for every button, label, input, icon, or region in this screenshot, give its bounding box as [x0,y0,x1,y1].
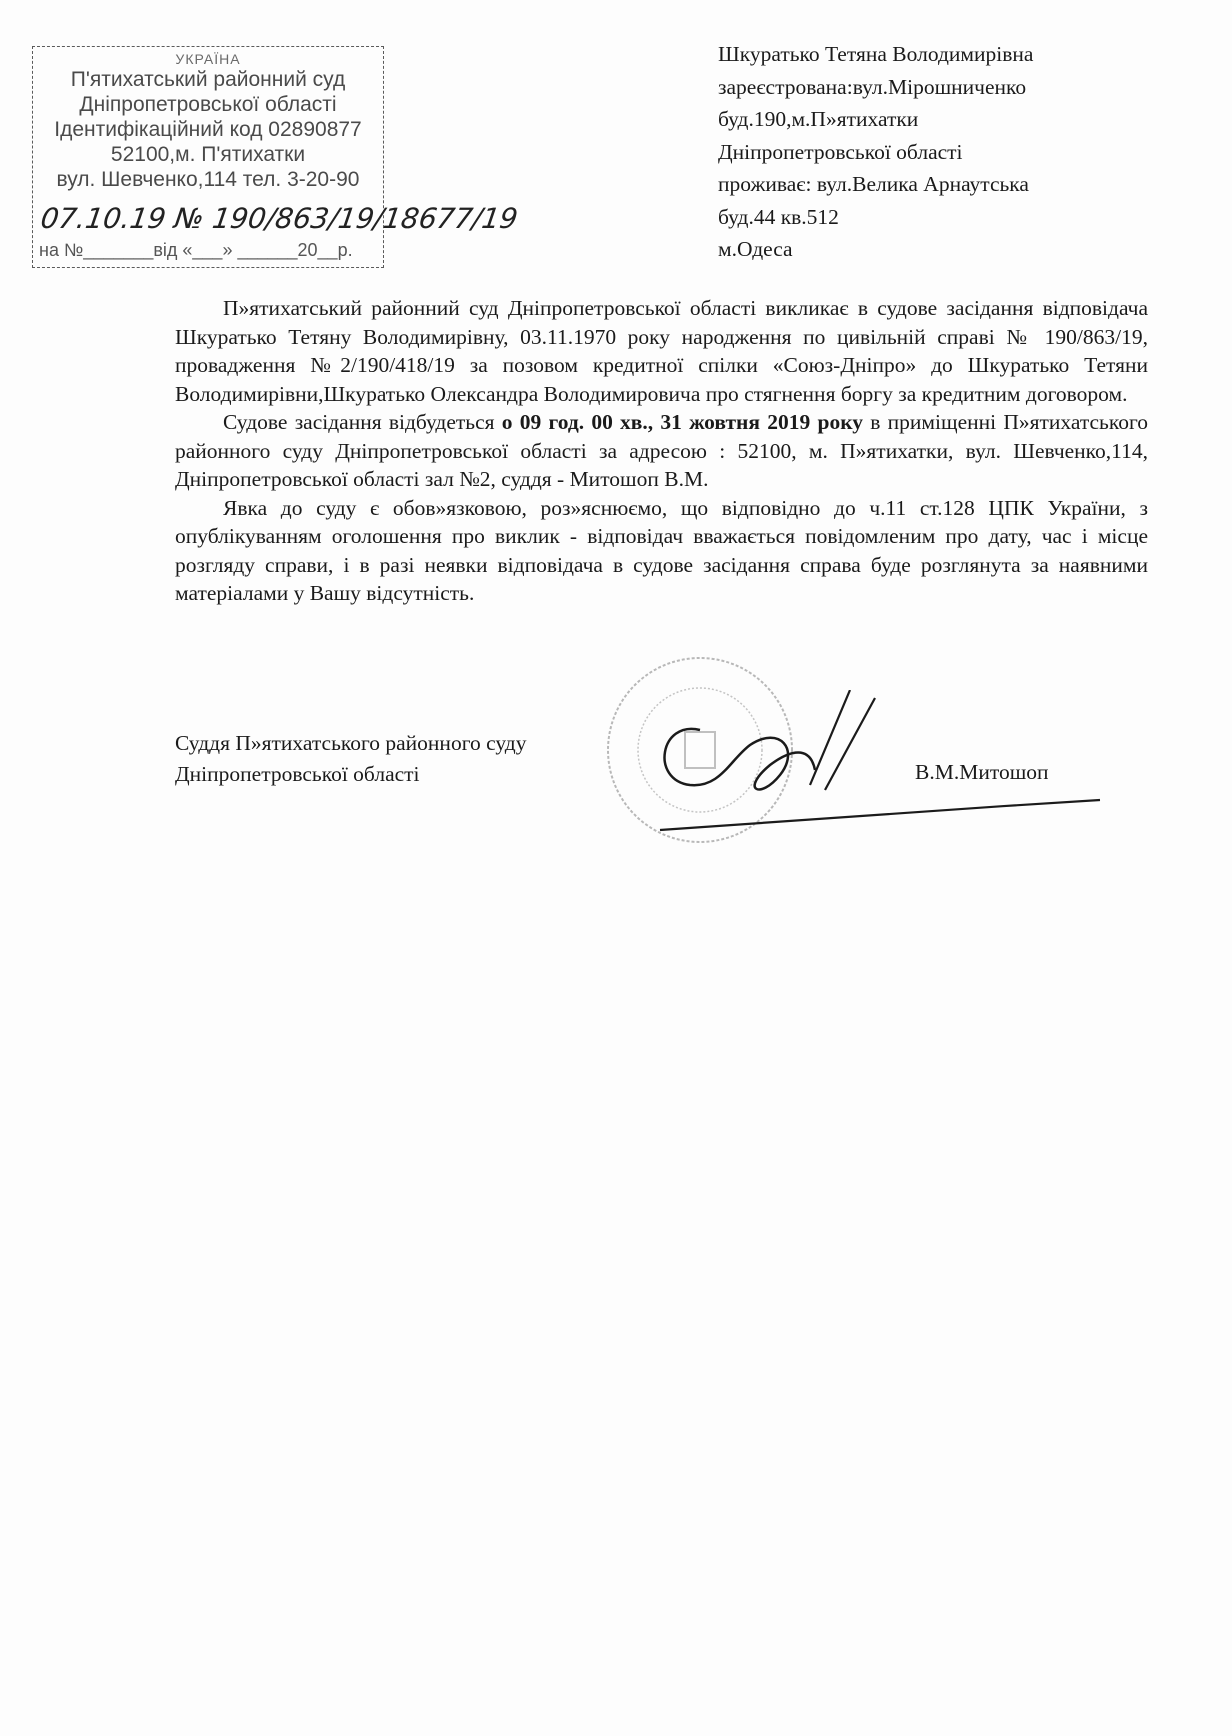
stamp-country: УКРАЇНА [175,51,241,67]
paragraph-hearing [175,408,1148,494]
summons-body [175,294,1148,608]
stamp-reg-line: на №_______від «___» ______20__р. [39,240,353,260]
stamp-address: вул. Шевченко,114 тел. 3-20-90 [56,168,360,191]
addressee-line: проживає: вул.Велика Арнаутська [718,172,1029,196]
hearing-location: в приміщенні П»ятихатського районного суду Дніпропетровської області за адресою : 52100, м. П»ятихатки, вул. Шевченко,114, Дніпропетровської області зал №2, суддя - Митошоп В.М. [175,410,1148,491]
stamp-region: Дніпропетровської області [79,93,337,116]
addressee-line: Дніпропетровської області [718,139,963,164]
hearing-datetime: о 09 год. 00 хв., 31 жовтня 2019 року [501,410,864,434]
stamp-handwritten-number: 07.10.19 № 190/863/19/18677/19 [38,202,520,235]
stamp-city: 52100,м. П'ятихатки [110,143,306,166]
judge-name: В.М.Митошоп [915,760,1049,784]
addressee-line: буд.44 кв.512 [718,204,839,229]
stamp-court: П'ятихатський районний суд [70,68,346,91]
stamp-id-code: Ідентифікаційний код 02890877 [54,118,362,141]
addressee-line: буд.190,м.П»ятихатки [718,107,919,131]
registration-stamp [32,46,520,268]
addressee-line: м.Одеса [718,237,793,261]
hearing-intro: Судове засідання відбудеться [223,410,502,434]
addressee-line: Шкуратько Тетяна Володимирівна [718,42,1034,66]
paragraph-summons: П»ятихатський районний суд Дніпропетровської області викликає в судове засідання відповідача Шкуратько Тетяну Володимирівну, 03.11.1970 року народження по цивільній справі № 190/863/19, провадження №2/190/418/19 за позовом кредитної спілки «Союз-Дніпро» до Шкуратько Тетяни Володимирівни,Шкуратько Олександра Володимировича про стягнення боргу за кредитним договором. [175,296,1148,406]
judge-title-line: Дніпропетровської області [175,762,420,786]
judge-title [175,728,526,790]
judge-title-line: Суддя П»ятихатського районного суду [175,731,527,755]
addressee-block [718,38,1198,266]
addressee-line: зареєстрована:вул.Мірошниченко [718,74,1027,99]
paragraph-attendance: Явка до суду є обов»язковою, роз»яснюємо, що відповідно до ч.11 ст.128 ЦПК України, з опублікуванням оголошення про виклик - відповідач вважається повідомленим про дату, час і місце розгляду справи, і в разі неявки відповідача в судове засідання справа буде розглянута за наявними матеріалами у Вашу відсутність. [175,495,1148,605]
